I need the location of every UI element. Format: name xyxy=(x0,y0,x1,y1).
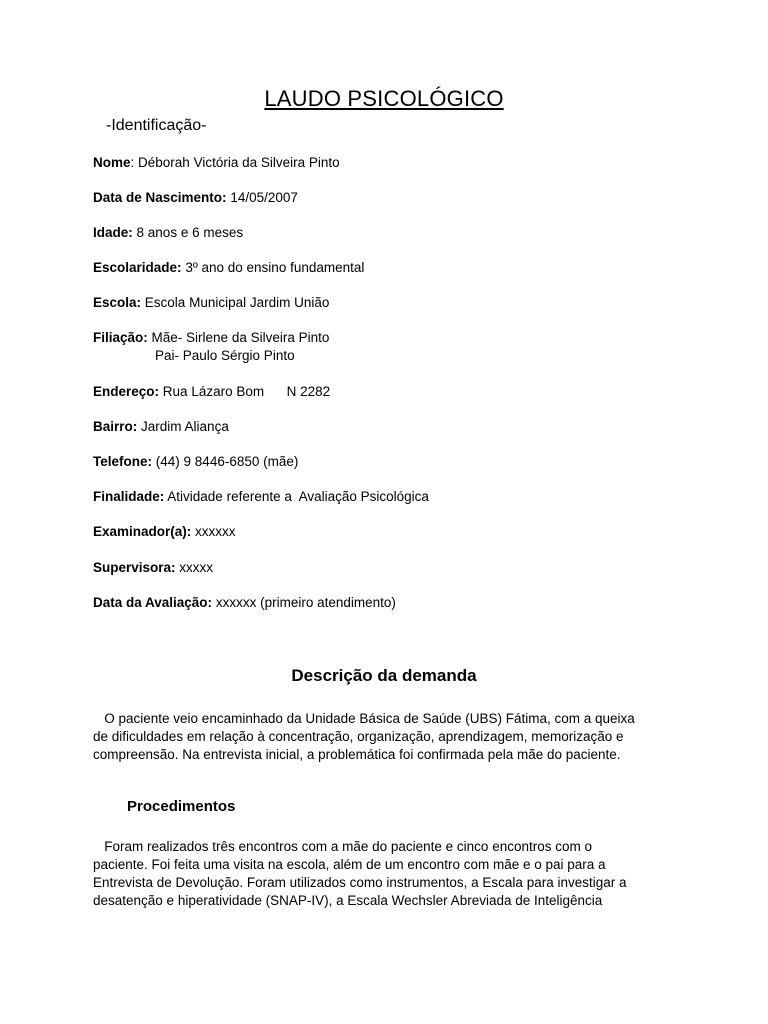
field-value: 14/05/2007 xyxy=(230,190,298,205)
field-label: Finalidade: xyxy=(93,489,165,504)
field-value: 3º ano do ensino fundamental xyxy=(185,260,365,275)
field-label: Escolaridade: xyxy=(93,260,182,275)
field-value: Déborah Victória da Silveira Pinto xyxy=(138,155,340,170)
paragraph-line: desatenção e hiperatividade (SNAP-IV), a Escala Wechsler Abreviada de Inteligência xyxy=(93,893,603,908)
field-bairro xyxy=(93,418,229,436)
field-label: Supervisora: xyxy=(93,560,176,575)
field-escola xyxy=(93,294,329,312)
field-value: (44) 9 8446-6850 (mãe) xyxy=(155,454,299,469)
field-telefone xyxy=(93,453,298,471)
field-label: Examinador(a): xyxy=(93,524,192,539)
field-value: Escola Municipal Jardim União xyxy=(144,295,330,310)
field-value: Jardim Aliança xyxy=(141,419,229,434)
field-nome: Nome: Déborah Victória da Silveira Pinto xyxy=(93,155,340,170)
field-idade xyxy=(93,224,243,242)
field-value: Rua Lázaro Bom N 2282 xyxy=(162,384,331,399)
field-filiacao xyxy=(93,329,329,347)
field-examinador xyxy=(93,523,236,541)
procedures-heading: Procedimentos xyxy=(127,798,236,815)
field-value: xxxxxx xyxy=(195,524,236,539)
demand-heading: Descrição da demanda xyxy=(291,666,477,685)
field-label: Nome xyxy=(93,155,131,170)
paragraph-line: O paciente veio encaminhado da Unidade Básica de Saúde (UBS) Fátima, com a queixa xyxy=(93,711,635,726)
field-escolaridade xyxy=(93,259,364,277)
field-label: Escola: xyxy=(93,295,142,310)
field-data-avaliacao xyxy=(93,594,396,612)
paragraph-line: paciente. Foi feita uma visita na escola, além de um encontro com mãe e o pai para a xyxy=(93,857,606,872)
field-finalidade xyxy=(93,488,429,506)
field-value: xxxxx xyxy=(179,560,214,575)
field-label: Data da Avaliação: xyxy=(93,595,213,610)
paragraph-line: de dificuldades em relação à concentração, organização, aprendizagem, memorização e xyxy=(93,729,624,744)
field-data-nascimento xyxy=(93,189,298,207)
field-value: Mãe- Sirlene da Silveira Pinto xyxy=(151,330,330,345)
paragraph-line: compreensão. Na entrevista inicial, a problemática foi confirmada pela mãe do paciente. xyxy=(93,747,621,762)
field-label: Data de Nascimento: xyxy=(93,190,227,205)
field-label: Endereço: xyxy=(93,384,160,399)
identification-heading: -Identificação- xyxy=(106,117,207,134)
field-value: Atividade referente a Avaliação Psicológica xyxy=(167,489,429,504)
field-value: xxxxxx (primeiro atendimento) xyxy=(215,595,396,610)
field-label: Filiação: xyxy=(93,330,148,345)
field-label: Bairro: xyxy=(93,419,138,434)
procedures-paragraph xyxy=(93,838,673,910)
paragraph-line: Foram realizados três encontros com a mãe do paciente e cinco encontros com o xyxy=(93,839,592,854)
field-label: Telefone: xyxy=(93,454,153,469)
demand-paragraph xyxy=(93,710,673,764)
field-filiacao-pai: Pai- Paulo Sérgio Pinto xyxy=(155,348,295,363)
document-title: LAUDO PSICOLÓGICO xyxy=(264,86,504,111)
field-value: 8 anos e 6 meses xyxy=(136,225,244,240)
paragraph-line: Entrevista de Devolução. Foram utilizados como instrumentos, a Escala para investigar a xyxy=(93,875,627,890)
field-label: Idade: xyxy=(93,225,133,240)
field-supervisora xyxy=(93,559,213,577)
field-endereco xyxy=(93,383,330,401)
